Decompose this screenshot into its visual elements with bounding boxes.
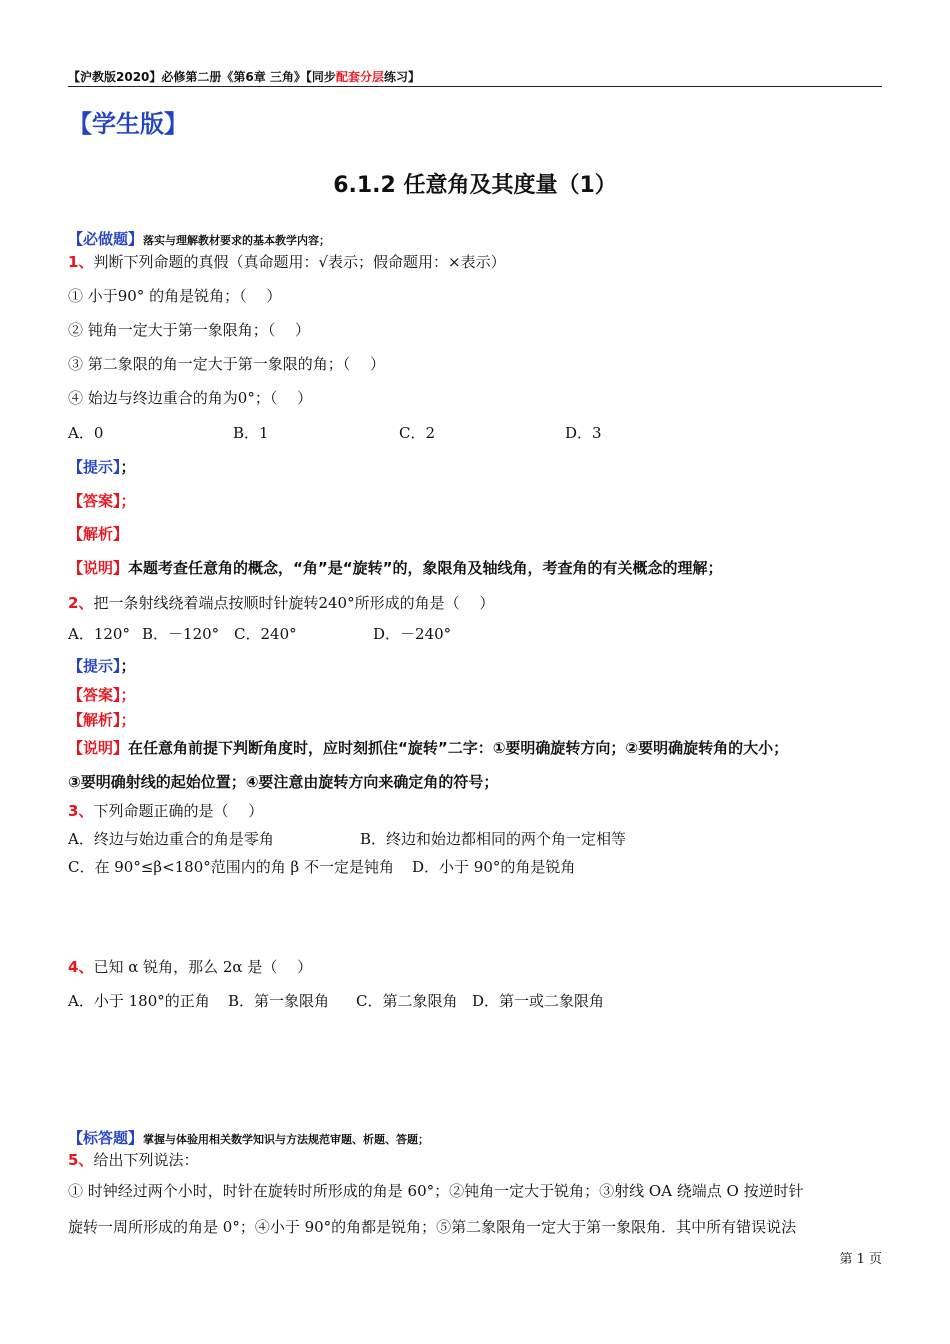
answer-label: 【答案】 <box>68 686 121 704</box>
explain-label: 【说明】 <box>68 739 129 757</box>
q1-hint <box>68 456 136 477</box>
q2-answer <box>68 684 136 705</box>
page-header <box>68 68 882 85</box>
q5-line-1: ① 时钟经过两个小时，时针在旋转时所形成的角是 60°；②钝角一定大于锐角；③射线 OA 绕端点 O 按逆时针 <box>68 1182 804 1200</box>
q1-option-a: A．0 <box>68 424 104 442</box>
question-number: 2、 <box>68 594 94 612</box>
q2-explain-line-1 <box>68 737 788 758</box>
section-tag: 【必做题】 <box>68 230 144 248</box>
q1-statement-3: ③ 第二象限的角一定大于第一象限的角；（ ） <box>68 355 386 373</box>
q2-option-d: D．－240° <box>373 625 452 643</box>
q2-hint <box>68 655 136 676</box>
q5-line-2: 旋转一周所形成的角是 0°；④小于 90°的角都是锐角；⑤第二象限角一定大于第一象限角．其中所有错误说法 <box>68 1218 797 1236</box>
header-highlight-2: 分层 <box>359 70 384 84</box>
question-number: 5、 <box>68 1151 94 1169</box>
q3-option-c: C．在 90°≤β<180°范围内的角 β 不一定是钝角 <box>68 858 394 876</box>
question-number: 3、 <box>68 802 94 820</box>
answer-label: 【答案】 <box>68 492 121 510</box>
explain-text: 在任意角前提下判断角度时，应时刻抓住“旋转”二字：①要明确旋转方向；②要明确旋转角的大小； <box>128 739 789 757</box>
q1-option-b: B．1 <box>233 424 269 442</box>
explain-text: 本题考查任意角的概念，“角”是“旋转”的，象限角及轴线角，考查角的有关概念的理解； <box>128 559 723 577</box>
question-4-stem <box>68 956 312 977</box>
question-1-stem <box>68 251 506 272</box>
q2-option-b: B．－120° <box>142 625 220 643</box>
semicolon: ； <box>120 657 136 675</box>
q3-option-d: D．小于 90°的角是锐角 <box>412 858 576 876</box>
q1-explain <box>68 557 722 578</box>
q1-statement-2: ② 钝角一定大于第一象限角；（ ） <box>68 321 311 339</box>
question-number: 1、 <box>68 253 94 271</box>
q4-option-b: B．第一象限角 <box>228 992 330 1010</box>
question-3-stem <box>68 800 263 821</box>
question-text: 已知 α 锐角，那么 2α 是（ ） <box>93 958 313 976</box>
analysis-label: 【解析】 <box>68 525 129 543</box>
section-desc: 掌握与体验用相关数学知识与方法规范审题、析题、答题； <box>143 1133 430 1146</box>
header-text-end: 练习】 <box>383 70 420 84</box>
q4-option-c: C．第二象限角 <box>356 992 458 1010</box>
header-divider <box>68 86 882 87</box>
analysis-label: 【解析】 <box>68 711 121 729</box>
header-highlight: 配套 <box>335 70 360 84</box>
hint-label: 【提示】 <box>68 657 121 675</box>
q1-statement-1: ① 小于90° 的角是锐角；（ ） <box>68 287 282 305</box>
q2-explain-line-2: ③要明确射线的起始位置；④要注意由旋转方向来确定角的符号； <box>68 773 499 791</box>
q3-option-b: B．终边和始边都相同的两个角一定相等 <box>360 830 627 848</box>
question-text: 判断下列命题的真假（真命题用：√表示；假命题用：×表示） <box>93 253 506 271</box>
page-number: 第 1 页 <box>839 1252 882 1267</box>
hint-label: 【提示】 <box>68 458 121 476</box>
question-text: 下列命题正确的是（ ） <box>93 802 264 820</box>
question-text: 把一条射线绕着端点按顺时针旋转240°所形成的角是（ ） <box>93 594 495 612</box>
question-5-stem <box>68 1149 198 1170</box>
q1-option-c: C．2 <box>399 424 436 442</box>
question-number: 4、 <box>68 958 94 976</box>
section-standard <box>68 1127 429 1148</box>
q4-option-d: D．第一或二象限角 <box>472 992 605 1010</box>
q1-answer <box>68 490 136 511</box>
section-desc: 落实与理解教材要求的基本教学内容； <box>143 234 331 247</box>
q2-analysis <box>68 709 136 730</box>
page-title: 6.1.2 任意角及其度量（1） <box>333 173 617 198</box>
section-required <box>68 228 330 249</box>
student-version-label: 【学生版】 <box>68 110 188 138</box>
q2-option-a: A．120° <box>68 625 130 643</box>
q1-statement-4: ④ 始边与终边重合的角为0°；（ ） <box>68 389 313 407</box>
semicolon: ； <box>120 458 136 476</box>
question-text: 给出下列说法： <box>93 1151 199 1169</box>
explain-label: 【说明】 <box>68 559 129 577</box>
question-2-stem <box>68 592 494 613</box>
semicolon: ； <box>120 686 136 704</box>
semicolon: ； <box>120 492 136 510</box>
q4-option-a: A．小于 180°的正角 <box>68 992 210 1010</box>
q3-option-a: A．终边与始边重合的角是零角 <box>68 830 274 848</box>
header-text: 【沪教版2020】必修第二册《第6章 三角》【同步 <box>68 70 336 84</box>
section-tag: 【标答题】 <box>68 1129 144 1147</box>
q1-analysis <box>68 523 128 544</box>
semicolon: ； <box>120 711 136 729</box>
q2-option-c: C．240° <box>234 625 297 643</box>
q1-option-d: D．3 <box>565 424 602 442</box>
